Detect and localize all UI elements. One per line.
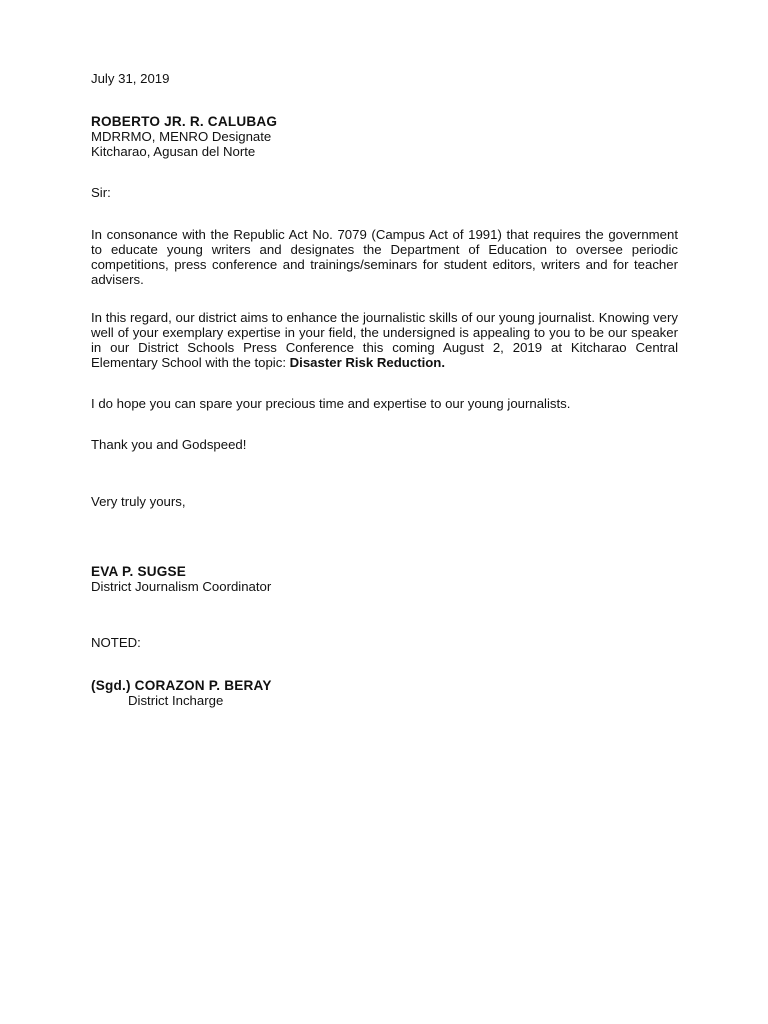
letter-date: July 31, 2019 bbox=[91, 71, 170, 86]
recipient-address: Kitcharao, Agusan del Norte bbox=[91, 144, 256, 159]
paragraph-thanks: Thank you and Godspeed! bbox=[91, 437, 247, 452]
signatory-title: District Journalism Coordinator bbox=[91, 579, 272, 594]
paragraph-request: I do hope you can spare your precious time and expertise to our young journalists. bbox=[91, 396, 571, 411]
closing: Very truly yours, bbox=[91, 494, 186, 509]
noted-by-title: District Incharge bbox=[128, 693, 224, 708]
paragraph-invitation-text: In this regard, our district aims to enhance the journalistic skills of our young journalist. Knowing very well of your exemplary expertise in your field, the undersigned is appealing to you to be our speaker in our District Schools Press Conference this coming August 2, 2019 at Kitcharao Central Elementary School with the topic: bbox=[91, 310, 678, 370]
noted-label: NOTED: bbox=[91, 635, 141, 650]
salutation: Sir: bbox=[91, 185, 111, 200]
paragraph-invitation bbox=[91, 310, 678, 370]
signatory-name: EVA P. SUGSE bbox=[91, 564, 187, 579]
recipient-position: MDRRMO, MENRO Designate bbox=[91, 129, 272, 144]
recipient-name: ROBERTO JR. R. CALUBAG bbox=[91, 114, 278, 129]
noted-by-name: (Sgd.) CORAZON P. BERAY bbox=[91, 678, 272, 693]
topic-title: Disaster Risk Reduction. bbox=[289, 355, 446, 370]
paragraph-campus-act: In consonance with the Republic Act No. 7079 (Campus Act of 1991) that requires the government to educate young writers and designates the Department of Education to oversee periodic competitions, press conference and trainings/seminars for student editors, writers and for teacher advisers. bbox=[91, 227, 678, 287]
